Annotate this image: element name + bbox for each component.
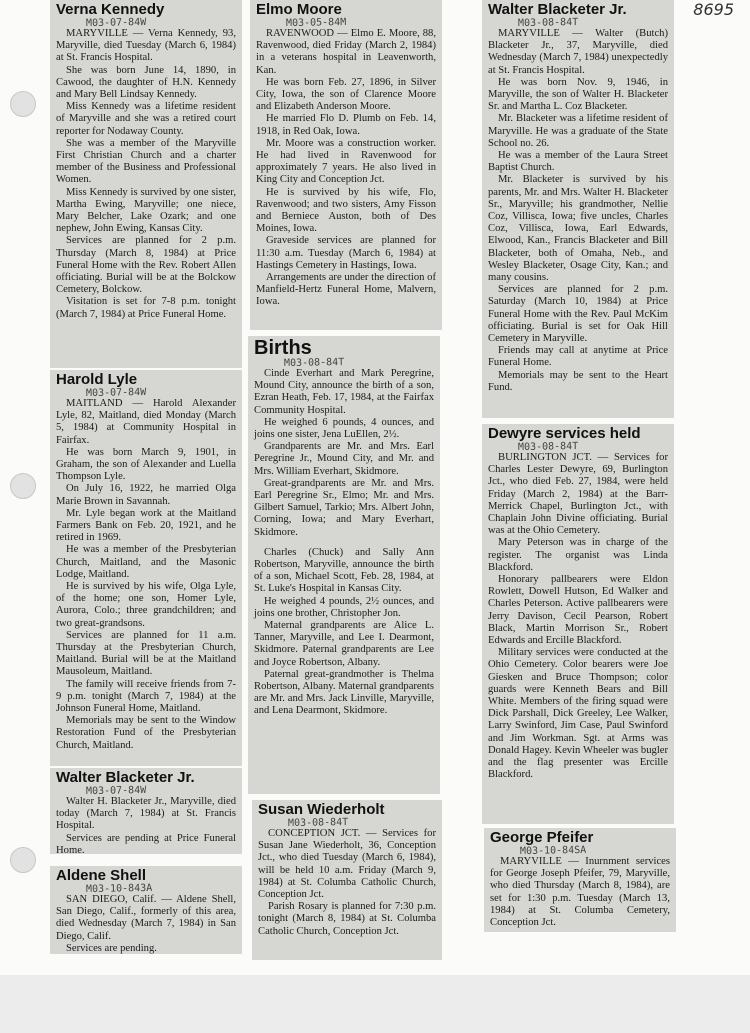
paragraph: MARYVILLE — Inurnment services for George Joseph Pfeifer, 79, Maryville, who died Thursday (March 8, 1984), are set for 1:30 p.m. Tuesday (March 13, 1984) at St. Columba Cemetery, Conception Jct.: [490, 856, 670, 929]
paragraph: Graveside services are planned for 11:30 a.m. Tuesday (March 6, 1984) at Hastings Cemetery in Hastings, Iowa.: [256, 235, 436, 271]
clipping-body: [254, 368, 434, 718]
clipping-title: Dewyre services held: [488, 425, 641, 442]
filing-code: M03-07-84W: [85, 386, 147, 400]
clipping-body: [258, 828, 436, 938]
paragraph: Mary Peterson was in charge of the register. The organist was Linda Blackford.: [488, 537, 668, 573]
clipping-body: [256, 28, 436, 309]
filing-code: M03-07-84W: [85, 16, 147, 30]
paragraph: He weighed 4 pounds, 2½ ounces, and joins one brother, Christopher Jon.: [254, 595, 434, 619]
clipping-title: Susan Wiederholt: [258, 801, 385, 818]
paragraph: Charles (Chuck) and Sally Ann Robertson, Maryville, announce the birth of a son, Michael Scott, Feb. 28, 1984, at St. Luke's Hospital in Kansas City.: [254, 546, 434, 595]
filing-code: M03-08-84T: [517, 16, 579, 30]
clipping-body: [56, 894, 236, 954]
births-announcement-clipping: [248, 336, 440, 794]
clipping-body: [56, 796, 236, 854]
paragraph: He was a member of the Laura Street Baptist Church.: [488, 150, 668, 174]
filing-code: M03-08-84T: [517, 440, 579, 454]
paragraph: Maternal grandparents are Alice L. Tanner, Maryville, and Lee I. Dearmont, Skidmore. Paternal grandparents are Lee and Joyce Robertson, Albany.: [254, 620, 434, 668]
filing-code: M03-07-84W: [85, 784, 147, 798]
paragraph: Friends may call at anytime at Price Funeral Home.: [488, 345, 668, 369]
paragraph: SAN DIEGO, Calif. — Aldene Shell, San Diego, Calif., formerly of this area, died Wednesday (March 7, 1984) in San Diego, Calif.: [56, 894, 236, 942]
paragraph: MARYVILLE — Verna Kennedy, 93, Maryville, died Tuesday (March 6, 1984) at St. Francis Hospital.: [56, 28, 236, 64]
clipping-body: [490, 856, 670, 929]
paragraph: MARYVILLE — Walter (Butch) Blacketer Jr., 37, Maryville, died Wednesday (March 7, 1984) unexpectedly at St. Francis Hospital.: [488, 28, 668, 76]
paragraph: He is survived by his wife, Flo, Ravenwood; and two sisters, Amy Fisson and Berniece Auston, both of Des Moines, Iowa.: [256, 186, 436, 235]
clipping-body: [56, 398, 236, 752]
clipping-title: Harold Lyle: [56, 371, 138, 388]
paragraph: Services are planned for 2 p.m. Thursday (March 8, 1984) at Price Funeral Home with the Rev. Robert Allen officiating. Burial will be at the Bolckow Cemetery, Bolckow.: [56, 235, 236, 296]
obituary-clipping-george-pfeifer: [484, 828, 676, 932]
filing-code: M03-08-84T: [287, 816, 349, 830]
paragraph: Walter H. Blacketer Jr., Maryville, died today (March 7, 1984) at St. Francis Hospital.: [56, 796, 236, 832]
obituary-clipping-aldene-shell: [50, 866, 242, 954]
paragraph: Parish Rosary is planned for 7:30 p.m. tonight (March 8, 1984) at St. Columba Catholic Church, Conception Jct.: [258, 901, 436, 937]
binder-hole: [10, 91, 36, 117]
paragraph: Services are planned for 2 p.m. Saturday (March 10, 1984) at Price Funeral Home with the Rev. Paul McKim officiating. Burial is set for Oak Hill Cemetery in Maryville.: [488, 284, 668, 345]
paragraph: He married Flo D. Plumb on Feb. 14, 1918, in Red Oak, Iowa.: [256, 113, 436, 137]
filing-code: M03-05-84M: [285, 16, 347, 30]
paragraph: Mr. Blacketer is survived by his parents, Mr. and Mrs. Walter H. Blacketer Sr., Maryville; his grandmother, Nellie Coz, Villisca, Iowa; five uncles, Charles Coz, Villisca, Iowa, Earl Edwards, Elwood, Kan., Francis Blacketer and Bill Blacketer, both of Omaha, Neb., and Wesley Blacketer, Osage City, Kan.; and many cousins.: [488, 174, 668, 284]
obituary-clipping-susan-wiederholt: [252, 800, 442, 960]
clipping-title: Elmo Moore: [256, 1, 342, 18]
paragraph: Grandparents are Mr. and Mrs. Earl Peregrine Jr., Mound City, and Mr. and Mrs. William Everhart, Skidmore.: [254, 441, 434, 477]
filing-code: M03-08-84T: [283, 356, 345, 370]
clipping-title: George Pfeifer: [490, 829, 594, 846]
clipping-body: [56, 28, 236, 321]
obituary-clipping-elmo-moore: [250, 0, 442, 330]
paragraph: She was a member of the Maryville First Christian Church and a charter member of the Business and Professional Women.: [56, 137, 236, 186]
paragraph: He was born Nov. 9, 1946, in Maryville, the son of Walter H. Blacketer Sr. and Martha L. Coz Blacketer.: [488, 76, 668, 113]
paragraph: Mr. Blacketer was a lifetime resident of Maryville. He was a graduate of the State School no. 26.: [488, 113, 668, 149]
obituary-clipping-walter-blacketer-full: [482, 0, 674, 418]
clipping-title: Verna Kennedy: [56, 1, 165, 18]
paragraph: Miss Kennedy was a lifetime resident of Maryville and she was a retired court reporter for Nodaway County.: [56, 101, 236, 137]
paragraph: He is survived by his wife, Olga Lyle, of the home; one son, Homer Lyle, Aurora, Colo.; three grandchildren; and two great-grandsons.: [56, 581, 236, 629]
paragraph: RAVENWOOD — Elmo E. Moore, 88, Ravenwood, died Friday (March 2, 1984) in a veterans hospital in Leavenworth, Kan.: [256, 28, 436, 76]
paragraph: Visitation is set for 7-8 p.m. tonight (March 7, 1984) at Price Funeral Home.: [56, 296, 236, 320]
binder-hole: [10, 473, 36, 499]
obituary-clipping-dewyre-services: [482, 424, 674, 824]
paragraph: On July 16, 1922, he married Olga Marie Brown in Savannah.: [56, 483, 236, 507]
paragraph: MAITLAND — Harold Alexander Lyle, 82, Maitland, died Monday (March 5, 1984) at Community Hospital in Fairfax.: [56, 398, 236, 446]
paragraph: He was born Feb. 27, 1896, in Silver City, Iowa, the son of Clarence Moore and Elizabeth Anderson Moore.: [256, 76, 436, 113]
paragraph: Paternal great-grandmother is Thelma Robertson, Albany. Maternal grandparents are Mr. and Mrs. Jack Linville, Maryville, and Lena Dearmont, Skidmore.: [254, 668, 434, 717]
page-number: 8695: [693, 0, 734, 19]
paragraph: He was born March 9, 1901, in Graham, the son of Alexander and Luella Thompson Lyle.: [56, 446, 236, 483]
paragraph: Services are pending.: [66, 942, 157, 954]
obituary-clipping-walter-blacketer-short: [50, 768, 242, 854]
paragraph: He was a member of the Presbyterian Church, Maitland, and the Masonic Lodge, Maitland.: [56, 544, 236, 580]
paragraph: Miss Kennedy is survived by one sister, Martha Ewing, Maryville; one niece, Mary Belcher, Lake Ozark; and one nephew, John Ewing, Kansas City.: [56, 186, 236, 235]
paragraph: Arrangements are under the direction of Manfield-Hertz Funeral Home, Malvern, Iowa.: [256, 272, 436, 308]
paragraph: BURLINGTON JCT. — Services for Charles Lester Dewyre, 69, Burlington Jct., who died Feb. 27, 1984, were held Friday (March 2, 1984) at the Barr-Merrick Chapel, Burlington Jct., with Chaplain John Divine officiating. Burial was at the Ohio Cemetery.: [488, 452, 668, 537]
paragraph: Military services were conducted at the Ohio Cemetery. Color bearers were Joe Giesken and Bruce Thompson; color guards were Kenneth Bears and Bill White. Members of the firing squad were Dick Parshall, Dick Greeley, Lee Walker, Larry Swinford, Jim Case, Paul Swinford and Jim Workman. Sgt. at Arms was Donald Hagey. Kevin Wheeler was bugler and the flag presenter was Ercille Blackford.: [488, 647, 668, 781]
obituary-clipping-harold-lyle: [50, 370, 242, 766]
paragraph: Memorials may be sent to the Window Restoration Fund of the Presbyterian Church, Maitland.: [56, 715, 236, 751]
filing-code: M03-10-84SA: [519, 844, 587, 858]
paragraph: Mr. Lyle began work at the Maitland Farmers Bank on Feb. 20, 1921, and he retired in 1969.: [56, 507, 236, 544]
clipping-body: [488, 28, 668, 394]
filing-code: M03-10-843A: [85, 882, 153, 896]
paragraph: The family will receive friends from 7-9 p.m. tonight (March 7, 1984) at the Johnson Funeral Home, Maitland.: [56, 678, 236, 715]
clipping-body: [488, 452, 668, 781]
paragraph: Services are planned for 11 a.m. Thursday at the Presbyterian Church, Maitland. Burial will be at the Maitland Mausoleum, Maitland.: [56, 629, 236, 678]
paragraph: Mr. Moore was a construction worker. He had lived in Ravenwood for approximately 7 years. He also lived in King City and Conception Jct.: [256, 137, 436, 186]
obituary-clipping-verna-kennedy: [50, 0, 242, 368]
paragraph: He weighed 6 pounds, 4 ounces, and joins one sister, Jena LuEllen, 2½.: [254, 416, 434, 441]
paragraph: Services are pending at Price Funeral Home.: [56, 832, 236, 854]
paragraph: CONCEPTION JCT. — Services for Susan Jane Wiederholt, 36, Conception Jct., who died Tuesday (March 6, 1984), will be held 10 a.m. Friday (March 9, 1984) at St. Columba Catholic Church, Conception Jct.: [258, 828, 436, 901]
clipping-title: Aldene Shell: [56, 867, 147, 884]
paragraph: Memorials may be sent to the Heart Fund.: [488, 369, 668, 393]
clipping-title: Walter Blacketer Jr.: [56, 769, 195, 786]
paragraph: Great-grandparents are Mr. and Mrs. Earl Peregrine Sr., Elmo; Mr. and Mrs. Gilbert Samuel, Tarkio; Mrs. Albert John, Corning, Iowa; and Mary Everhart, Skidmore.: [254, 477, 434, 538]
scan-background: [0, 975, 750, 1033]
clipping-title: Births: [254, 337, 312, 359]
paragraph: She was born June 14, 1890, in Cawood, the daughter of H.N. Kennedy and Mary Bell Lindsay Kennedy.: [56, 64, 236, 101]
paragraph: Cinde Everhart and Mark Peregrine, Mound City, announce the birth of a son, Ezran Heath, Feb. 17, 1984, at the Fairfax Community Hospital.: [254, 368, 434, 416]
clipping-title: Walter Blacketer Jr.: [488, 1, 627, 18]
binder-hole: [10, 847, 36, 873]
paragraph: Honorary pallbearers were Eldon Rowlett, Dowell Hutson, Ed Walker and Charles Peterson. Active pallbearers were Jerry Davison, Cecil Pearson, Robert Black, Martin Morrison Sr., Robert Edwards and Ercille Blackford.: [488, 574, 668, 647]
